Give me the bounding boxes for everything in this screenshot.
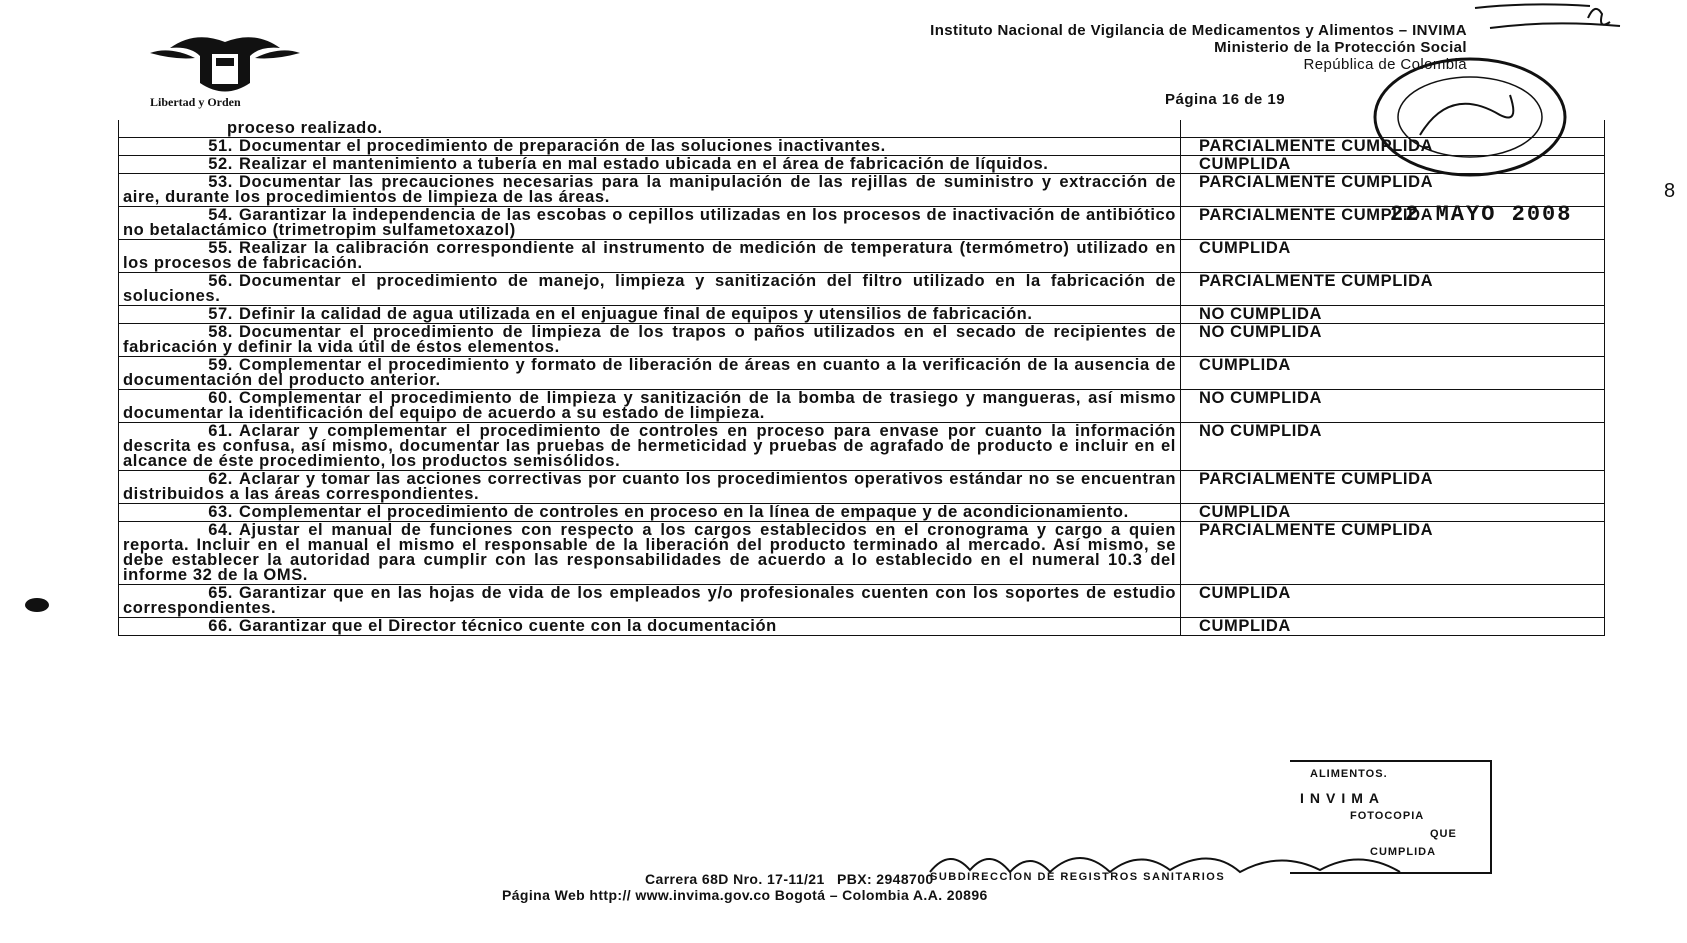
requirement-cell — [119, 471, 1181, 504]
table-body — [119, 138, 1605, 636]
item-text: Realizar la calibración correspondiente al instrumento de medición de temperatura (termómetro) utilizado en los procesos de fabricación. — [123, 239, 1176, 272]
requirement-cell — [119, 156, 1181, 174]
item-number: 52. — [208, 155, 233, 173]
requirement-cell — [119, 174, 1181, 207]
requirement-cell — [119, 522, 1181, 585]
requirement-cell — [119, 324, 1181, 357]
item-text: Documentar el procedimiento de manejo, limpieza y sanitización del filtro utilizado en la fabricación de soluciones. — [123, 272, 1176, 305]
status-cell: PARCIALMENTE CUMPLIDA — [1181, 273, 1605, 306]
table-row — [119, 522, 1605, 585]
item-text: Garantizar la independencia de las escobas o cepillos utilizadas en los procesos de inactivación de antibiótico no betalactámico (trimetropim sulfametoxazol) — [123, 206, 1176, 239]
requirement-cell — [119, 357, 1181, 390]
footer-website: Página Web http:// www.invima.gov.co Bogotá – Colombia A.A. 20896 — [502, 887, 988, 903]
status-cell: NO CUMPLIDA — [1181, 423, 1605, 471]
table-row — [119, 207, 1605, 240]
footer-pbx: PBX: 2948700 — [836, 871, 934, 887]
item-number: 64. — [208, 521, 233, 539]
requirement-cell — [119, 273, 1181, 306]
requirement-cell — [119, 306, 1181, 324]
item-number: 55. — [208, 239, 233, 257]
table-row — [119, 273, 1605, 306]
item-number: 56. — [208, 272, 233, 290]
requirement-cell — [119, 585, 1181, 618]
item-number: 58. — [208, 323, 233, 341]
institute-name: Instituto Nacional de Vigilancia de Medicamentos y Alimentos – INVIMA — [930, 22, 1467, 39]
item-number: 51. — [208, 137, 233, 155]
item-number: 62. — [208, 470, 233, 488]
status-cell: CUMPLIDA — [1181, 618, 1605, 636]
table-row — [119, 174, 1605, 207]
table-row — [119, 423, 1605, 471]
table-row — [119, 471, 1605, 504]
page-number: Página 16 de 19 — [1165, 91, 1286, 108]
requirement-cell — [119, 240, 1181, 273]
status-cell: PARCIALMENTE CUMPLIDA — [1181, 471, 1605, 504]
status-cell: PARCIALMENTE CUMPLIDA — [1181, 207, 1605, 240]
box-stamp-line: FOTOCOPIA — [1350, 810, 1425, 822]
country-name: República de Colombia — [1303, 56, 1467, 73]
margin-mark: 8 — [1664, 180, 1676, 202]
status-cell: CUMPLIDA — [1181, 504, 1605, 522]
footer-address-text: Carrera 68D Nro. 17-11/21 — [645, 871, 825, 887]
table-row — [119, 138, 1605, 156]
status-cell: NO CUMPLIDA — [1181, 306, 1605, 324]
handwritten-page-mark — [1470, 0, 1630, 42]
table-row — [119, 120, 1605, 138]
item-text: Documentar las precauciones necesarias para la manipulación de las rejillas de suministro y extracción de aire, durante los procedimientos de limpieza de las áreas. — [123, 173, 1176, 206]
item-number: 63. — [208, 503, 233, 521]
item-text: Garantizar que el Director técnico cuente con la documentación — [239, 617, 777, 635]
table-row — [119, 504, 1605, 522]
box-stamp-line: QUE — [1430, 828, 1457, 840]
box-stamp-line: ALIMENTOS. — [1310, 768, 1388, 780]
item-text: Definir la calidad de agua utilizada en el enjuague final de equipos y utensilios de fabricación. — [239, 305, 1033, 323]
item-number: 57. — [208, 305, 233, 323]
status-cell: PARCIALMENTE CUMPLIDA — [1181, 522, 1605, 585]
box-stamp-line: INVIMA — [1300, 790, 1385, 806]
table-row — [119, 618, 1605, 636]
item-number: 66. — [208, 617, 233, 635]
requirement-cell — [119, 207, 1181, 240]
item-number: 59. — [208, 356, 233, 374]
table-row — [119, 156, 1605, 174]
item-text: Aclarar y tomar las acciones correctivas por cuanto los procedimientos operativos estándar no se encuentran distribuidos a las áreas correspondientes. — [123, 470, 1176, 503]
table-row — [119, 390, 1605, 423]
status-cell — [1181, 120, 1605, 138]
ink-smudge — [25, 598, 49, 612]
item-text: Garantizar que en las hojas de vida de los empleados y/o profesionales cuenten con los soportes de estudio correspondientes. — [123, 584, 1176, 617]
footer-address — [645, 871, 934, 887]
status-cell: CUMPLIDA — [1181, 585, 1605, 618]
item-text: Realizar el mantenimiento a tubería en mal estado ubicada en el área de fabricación de líquidos. — [239, 155, 1049, 173]
item-number: 54. — [208, 206, 233, 224]
requirement-cell — [119, 504, 1181, 522]
item-text: Documentar el procedimiento de preparación de las soluciones inactivantes. — [239, 137, 886, 155]
item-number: 61. — [208, 422, 233, 440]
continuation-text: proceso realizado. — [119, 120, 1181, 138]
item-text: Complementar el procedimiento de controles en proceso en la línea de empaque y de acondicionamiento. — [239, 503, 1129, 521]
table-row — [119, 585, 1605, 618]
requirement-cell — [119, 390, 1181, 423]
item-number: 53. — [208, 173, 233, 191]
coat-of-arms-logo — [150, 28, 300, 98]
status-cell: PARCIALMENTE CUMPLIDA — [1181, 174, 1605, 207]
item-text: Ajustar el manual de funciones con respecto a los cargos establecidos en el cronograma y cargo a quien reporta. Incluir en el manual el mismo el responsable de la liberación del producto terminado al mercado. Así mismo, se debe establecer la autoridad para cumplir con las responsabilidades de acuerdo a lo establecido en el numeral 10.3 del informe 32 de la OMS. — [123, 521, 1176, 584]
status-cell: CUMPLIDA — [1181, 156, 1605, 174]
table-row — [119, 240, 1605, 273]
requirement-cell — [119, 423, 1181, 471]
footer-stamp-line: SUBDIRECCION DE REGISTROS SANITARIOS — [930, 871, 1226, 883]
item-text: Complementar el procedimiento de limpieza y sanitización de la bomba de trasiego y mangueras, así mismo documentar la identificación del equipo de acuerdo a su estado de limpieza. — [123, 389, 1176, 422]
date-stamp: 22 MAYO 2008 — [1390, 202, 1573, 227]
requirement-cell — [119, 138, 1181, 156]
table-row — [119, 324, 1605, 357]
item-text: Complementar el procedimiento y formato de liberación de áreas en cuanto a la verificación de la ausencia de documentación del producto anterior. — [123, 356, 1176, 389]
item-number: 65. — [208, 584, 233, 602]
item-text: Aclarar y complementar el procedimiento de controles en proceso para envase por cuanto la información descrita es confusa, así mismo, documentar las pruebas de hermeticidad y pruebas de agrafado de producto e incluir en el alcance de éste procedimiento, los productos semisólidos. — [123, 422, 1176, 470]
crest-motto: Libertad y Orden — [150, 95, 241, 109]
item-text: Documentar el procedimiento de limpieza de los trapos o paños utilizados en el secado de recipientes de fabricación y definir la vida útil de éstos elementos. — [123, 323, 1176, 356]
status-cell: NO CUMPLIDA — [1181, 324, 1605, 357]
requirement-cell — [119, 618, 1181, 636]
item-number: 60. — [208, 389, 233, 407]
status-cell: CUMPLIDA — [1181, 240, 1605, 273]
status-cell: CUMPLIDA — [1181, 357, 1605, 390]
table-row — [119, 357, 1605, 390]
ministry-name: Ministerio de la Protección Social — [1214, 39, 1467, 56]
box-stamp-line: CUMPLIDA — [1370, 846, 1437, 858]
requirements-table — [118, 120, 1605, 636]
status-cell: PARCIALMENTE CUMPLIDA — [1181, 138, 1605, 156]
table-row — [119, 306, 1605, 324]
status-cell: NO CUMPLIDA — [1181, 390, 1605, 423]
